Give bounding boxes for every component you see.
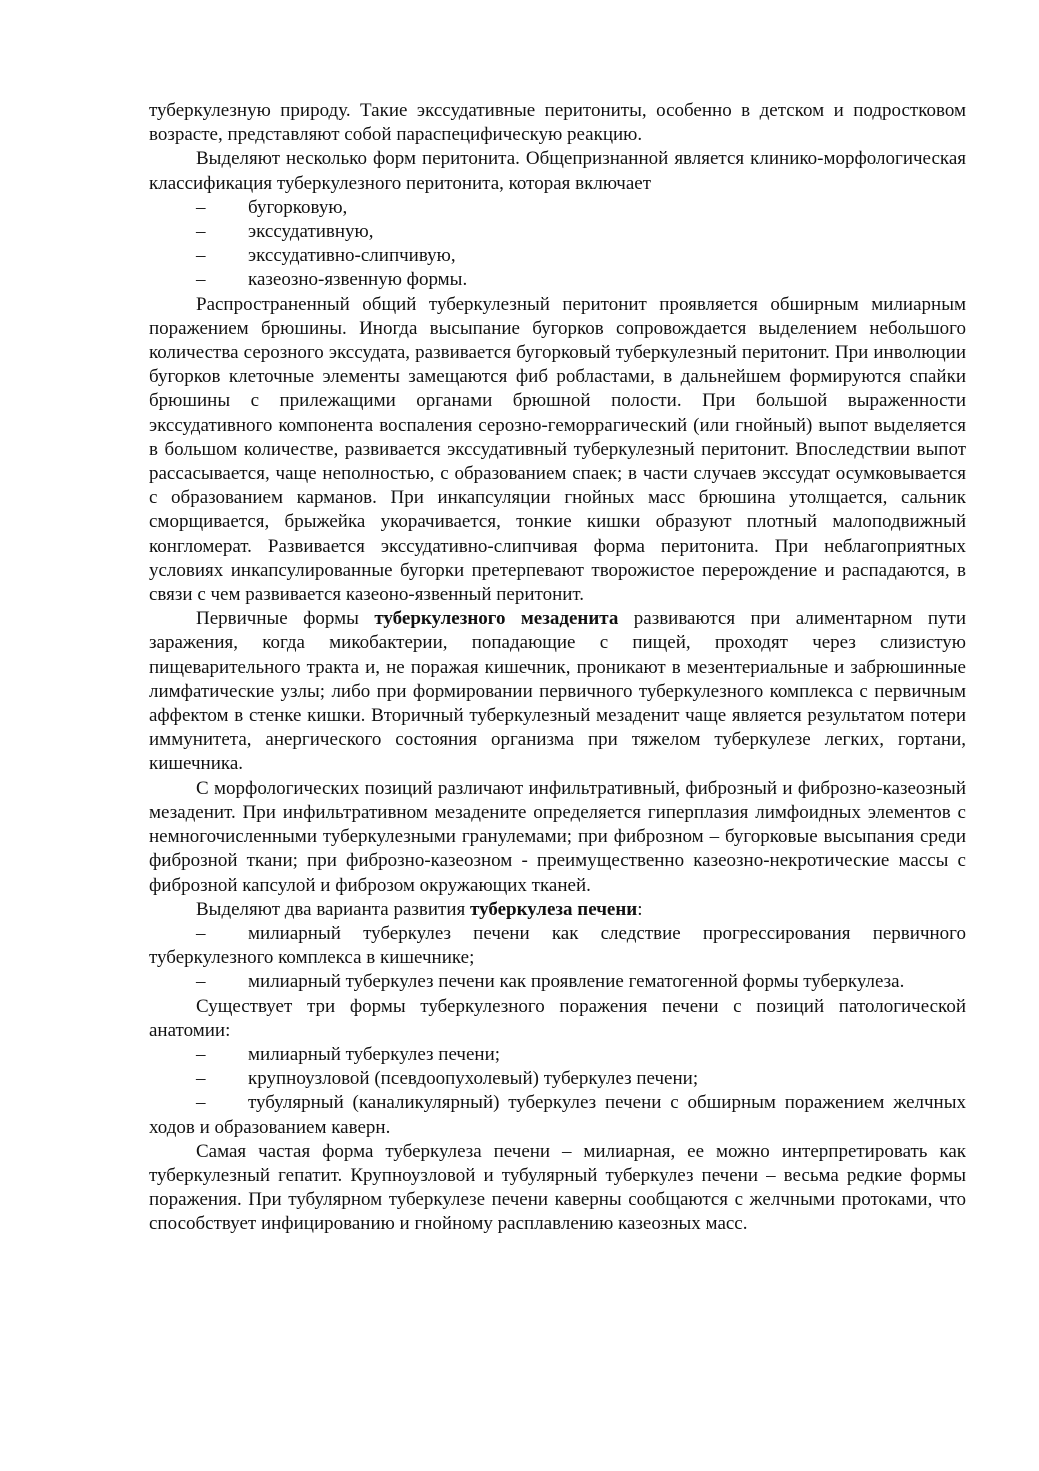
- dash-bullet: –: [196, 245, 206, 267]
- list-item: [149, 196, 966, 220]
- liver-variants-list: [149, 922, 966, 995]
- list-item: [149, 970, 966, 994]
- mesadenitis-text-post: развиваются при алиментарном пути заражения, когда микобактерии, попадающие с пищей, проходят через слизистую пищеварительного тракта и, не поражая кишечник, проникают в мезентериальные и забрюшинные лимфатические узлы; либо при формировании первичного туберкулезного комплекса с первичным аффектом в стенке кишки. Вторичный туберкулезный мезаденит чаще является результатом потери иммунитета, анергического состояния организма при тяжелом туберкулезе легких, гортани, кишечника.: [149, 608, 966, 775]
- list-item: [149, 220, 966, 244]
- dash-bullet: –: [196, 1043, 206, 1065]
- paragraph-liver-forms: Существует три формы туберкулезного поражения печени с позиций патологической анатомии:: [149, 995, 966, 1041]
- dash-bullet: –: [196, 971, 206, 993]
- document-page: [149, 99, 966, 1237]
- list-item-text: крупноузловой (псевдоопухолевый) туберкулез печени;: [248, 1068, 699, 1090]
- list-item: [149, 244, 966, 268]
- list-item: [149, 1043, 966, 1067]
- liver-forms-list: [149, 1043, 966, 1140]
- paragraph-mesadenitis-morphology: С морфологических позиций различают инфильтративный, фиброзный и фиброзно-казеозный мезаденит. При инфильтративном мезадените определяется гиперплазия лимфоидных элементов с немногочисленными туберкулезными гранулемами; при фиброзном – бугорковые высыпания среди фиброзной ткани; при фиброзно-казеозном - преимущественно казеозно-некротические массы с фиброзной капсулой и фиброзом окружающих тканей.: [149, 777, 966, 896]
- dash-bullet: –: [196, 221, 206, 243]
- list-item: [149, 1067, 966, 1091]
- dash-bullet: –: [196, 1092, 206, 1114]
- liver-variants-text-post: :: [637, 898, 643, 920]
- paragraph-peritonitis-forms: Выделяют несколько форм перитонита. Общепризнанной является клинико-морфологическая классификация туберкулезного перитонита, которая включает: [149, 148, 966, 194]
- paragraph-mesadenitis: [149, 607, 966, 776]
- mesadenitis-term: туберкулезного мезаденита: [374, 608, 619, 630]
- list-item-text: бугорковую,: [248, 196, 348, 218]
- liver-variants-text-pre: Выделяют два варианта развития: [196, 898, 471, 920]
- peritonitis-forms-list: [149, 196, 966, 293]
- list-item: [149, 1091, 966, 1139]
- paragraph-general-peritonitis: Распространенный общий туберкулезный перитонит проявляется обширным милиарным поражением брюшины. Иногда высыпание бугорков сопровождается выделением небольшого количества серозного экссудата, развивается бугорковый туберкулезный перитонит. При инволюции бугорков клеточные элементы замещаются фиб робластами, в дальнейшем формируются спайки брюшины с прилежащими органами брюшной полости. При большой выраженности экссудативного компонента воспаления серозно-геморрагический (или гнойный) выпот выделяется в большом количестве, развивается экссудативный туберкулезный перитонит. Впоследствии выпот рассасывается, чаще неполностью, с образованием спаек; в части случаев экссудат осумковывается с образованием карманов. При инкапсуляции гнойных масс брюшина утолщается, сальник сморщивается, брыжейка укорачивается, тонкие кишки образуют плотный малоподвижный конгломерат. Развивается экссудативно-слипчивая форма перитонита. При неблагоприятных условиях инкапсулированные бугорки претерпевают творожистое перерождение и распадаются, в связи с чем развивается казеоно-язвенный перитонит.: [149, 293, 966, 606]
- list-item-text: казеозно-язвенную формы.: [248, 269, 468, 291]
- dash-bullet: –: [196, 922, 206, 944]
- list-item-text: экссудативную,: [248, 221, 374, 243]
- list-item-text: милиарный туберкулез печени как проявление гематогенной формы туберкулеза.: [248, 971, 905, 993]
- dash-bullet: –: [196, 1068, 206, 1090]
- liver-tuberculosis-term: туберкулеза печени: [470, 898, 638, 920]
- list-item-text: милиарный туберкулез печени;: [248, 1043, 501, 1065]
- list-item: [149, 922, 966, 970]
- list-item-text: милиарный туберкулез печени как следствие прогрессирования первичного туберкулезного комплекса в кишечнике;: [149, 922, 966, 969]
- list-item-text: экссудативно-слипчивую,: [248, 245, 456, 267]
- list-item: [149, 268, 966, 292]
- paragraph-liver-summary: Самая частая форма туберкулеза печени – милиарная, ее можно интерпретировать как туберкулезный гепатит. Крупноузловой и тубулярный туберкулез печени – весьма редкие формы поражения. При тубулярном туберкулезе печени каверны сообщаются с желчными протоками, что способствует инфицированию и гнойному расплавлению казеозных масс.: [149, 1140, 966, 1235]
- dash-bullet: –: [196, 196, 206, 218]
- paragraph-peritonitis-intro: туберкулезную природу. Такие экссудативные перитониты, особенно в детском и подростковом возрасте, представляют собой параспецифическую реакцию.: [149, 100, 966, 146]
- list-item-text: тубулярный (каналикулярный) туберкулез печени с обширным поражением желчных ходов и образованием каверн.: [149, 1092, 966, 1138]
- paragraph-liver-variants: [149, 898, 966, 922]
- dash-bullet: –: [196, 269, 206, 291]
- mesadenitis-text-pre: Первичные формы: [196, 608, 375, 630]
